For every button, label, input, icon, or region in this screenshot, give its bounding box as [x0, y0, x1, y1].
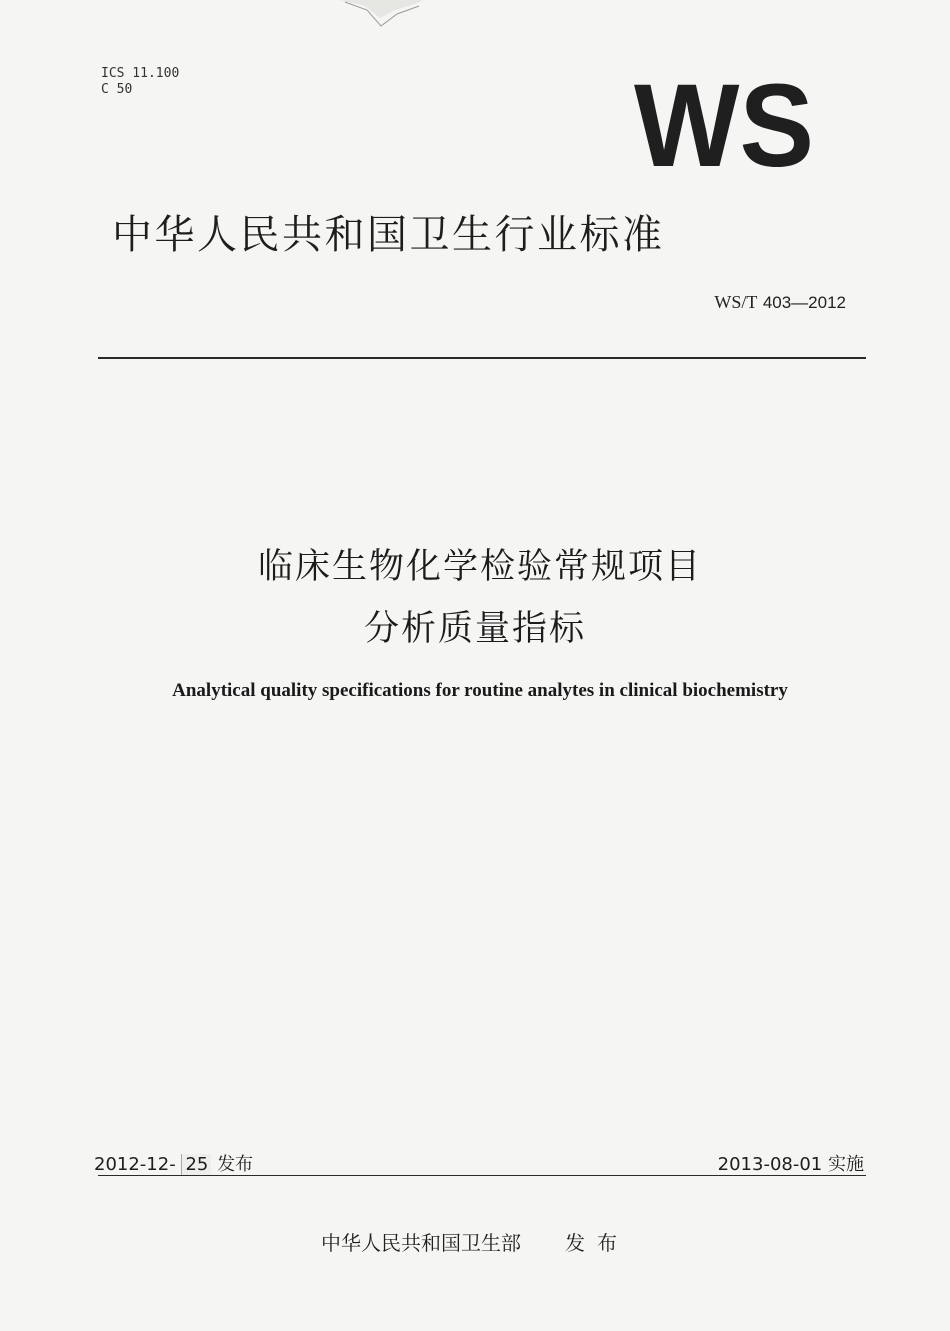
issue-date — [94, 1150, 253, 1176]
issue-date-label: 发布 — [217, 1154, 254, 1175]
standard-number-value: 403—2012 — [762, 293, 846, 312]
ics-code: ICS 11.100 — [101, 66, 180, 81]
standard-category-title: 中华人民共和国卫生行业标准 — [112, 212, 665, 258]
implementation-date-value: 2013-08-01 — [717, 1154, 823, 1175]
classification-codes — [101, 66, 179, 98]
ccs-code: C 50 — [101, 82, 133, 97]
ws-logo — [633, 76, 815, 172]
issue-date-prefix: 2012-12- — [94, 1154, 176, 1175]
document-title-line2: 分析质量指标 — [363, 609, 586, 649]
header-divider — [98, 357, 866, 359]
implementation-date-label: 实施 — [828, 1154, 864, 1175]
standard-number — [714, 292, 846, 313]
publisher-name: 中华人民共和国卫生部 — [321, 1231, 521, 1255]
publisher-verb: 发布 — [565, 1231, 629, 1255]
issue-date-day: 25 — [181, 1154, 211, 1176]
ws-logo-text: WS — [634, 76, 814, 172]
footer-divider — [98, 1175, 866, 1176]
english-title: Analytical quality specifications for routine analytes in clinical biochemistry — [172, 680, 788, 701]
document-title-line1: 临床生物化学检验常规项目 — [257, 547, 702, 587]
implementation-date — [718, 1150, 864, 1176]
paper-tear-mark — [335, 0, 425, 30]
publisher-line — [0, 1227, 950, 1256]
standard-number-prefix: WS/T — [714, 292, 758, 312]
